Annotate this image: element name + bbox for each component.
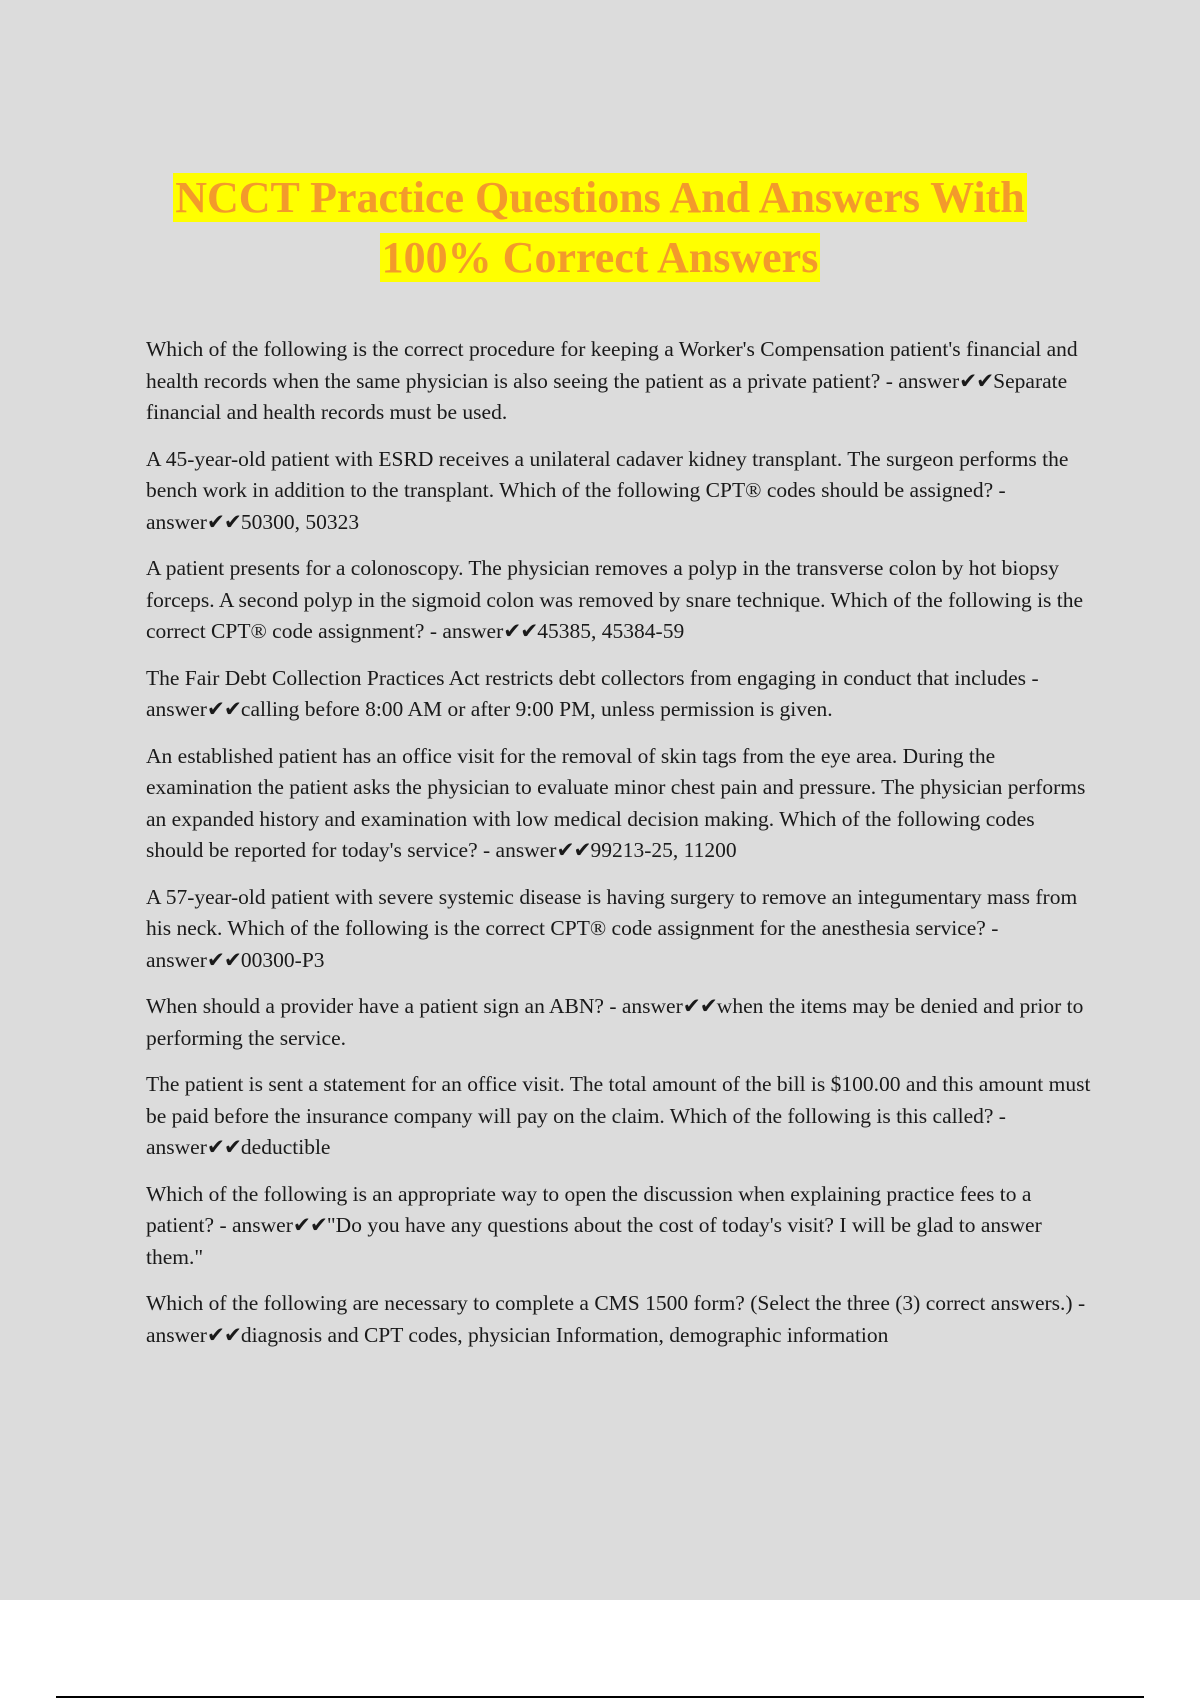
double-check-icon: ✔✔ <box>206 947 241 972</box>
answer-prefix: - answer <box>424 619 504 643</box>
answer-text: 50300, 50323 <box>240 509 360 534</box>
answer-prefix: - answer <box>603 994 683 1018</box>
double-check-icon: ✔✔ <box>206 509 241 534</box>
double-check-icon: ✔✔ <box>503 619 538 643</box>
question-text: Which of the following is an appropriate way to open the discussion when explaining practice fees to a patient? <box>146 1181 1032 1237</box>
question-text: The Fair Debt Collection Practices Act restricts debt collectors from engaging in conduct that includes <box>146 665 1027 690</box>
double-check-icon: ✔✔ <box>292 1213 327 1237</box>
qa-item <box>146 663 1092 726</box>
qa-item <box>146 444 1092 539</box>
answer-prefix: - answer <box>146 1103 1006 1159</box>
answer-prefix: - answer <box>477 838 557 862</box>
answer-text: when the items may be denied and prior to performing the service. <box>146 994 1084 1050</box>
answer-text: calling before 8:00 AM or after 9:00 PM, unless permission is given. <box>240 697 833 721</box>
double-check-icon: ✔✔ <box>206 1322 241 1347</box>
question-text: An established patient has an office visit for the removal of skin tags from the eye area. During the examination the patient asks the physician to evaluate minor chest pain and pressure. The physician performs an expanded history and examination with low medical decision making. Which of the following codes should be reported for today's service? <box>146 743 1086 862</box>
question-text: A 45-year-old patient with ESRD receives a unilateral cadaver kidney transplant. The surgeon performs the bench work in addition to the transplant. Which of the following CPT® codes should be assigned? <box>146 446 1069 502</box>
question-text: A 57-year-old patient with severe systemic disease is having surgery to remove an integumentary mass from his neck. Which of the following is the correct CPT® code assignment for the anesthesia service? <box>146 884 1078 940</box>
answer-prefix: - answer <box>146 665 1039 721</box>
answer-text: 45385, 45384-59 <box>537 619 685 643</box>
answer-text: 99213-25, 11200 <box>590 838 737 862</box>
qa-list <box>146 334 1092 1366</box>
answer-prefix: - answer <box>146 478 1006 534</box>
qa-item <box>146 334 1092 429</box>
qa-item <box>146 991 1092 1054</box>
document-title-line-1: NCCT Practice Questions And Answers With <box>175 173 1025 222</box>
qa-item <box>146 1069 1092 1164</box>
question-text: Which of the following is the correct procedure for keeping a Worker's Compensation patient's financial and health records when the same physician is also seeing the patient as a private patient? <box>146 337 1078 393</box>
answer-prefix: - answer <box>214 1213 293 1237</box>
document-title-line-2: 100% Correct Answers <box>381 233 819 282</box>
answer-text: "Do you have any questions about the cost of today's visit? I will be glad to answer them." <box>146 1213 1042 1269</box>
answer-text: diagnosis and CPT codes, physician Information, demographic information <box>240 1322 889 1347</box>
answer-prefix: - answer <box>146 916 999 972</box>
answer-text: Separate financial and health records must be used. <box>146 368 1068 424</box>
question-text: Which of the following are necessary to complete a CMS 1500 form? (Select the three (3) correct answers.) <box>146 1291 1073 1315</box>
double-check-icon: ✔✔ <box>959 368 994 393</box>
footer-divider <box>56 1696 1144 1698</box>
double-check-icon: ✔✔ <box>682 994 717 1018</box>
question-text: A patient presents for a colonoscopy. The physician removes a polyp in the transverse colon by hot biopsy forceps. A second polyp in the sigmoid colon was removed by snare technique. Which of the following is the correct CPT® code assignment? <box>146 556 1084 643</box>
answer-prefix: - answer <box>146 1291 1086 1347</box>
double-check-icon: ✔✔ <box>206 1135 241 1159</box>
answer-prefix: - answer <box>880 368 960 393</box>
answer-text: 00300-P3 <box>240 947 325 972</box>
question-text: When should a provider have a patient sign an ABN? <box>146 994 604 1018</box>
double-check-icon: ✔✔ <box>556 838 591 862</box>
qa-item <box>146 553 1092 648</box>
qa-item <box>146 882 1092 977</box>
document-title <box>100 168 1100 288</box>
qa-item <box>146 1179 1092 1274</box>
double-check-icon: ✔✔ <box>206 697 241 721</box>
qa-item <box>146 741 1092 867</box>
question-text: The patient is sent a statement for an office visit. The total amount of the bill is $100.00 and this amount must be paid before the insurance company will pay on the claim. Which of the following is this called? <box>146 1072 1091 1128</box>
qa-item <box>146 1288 1092 1351</box>
answer-text: deductible <box>240 1135 331 1159</box>
